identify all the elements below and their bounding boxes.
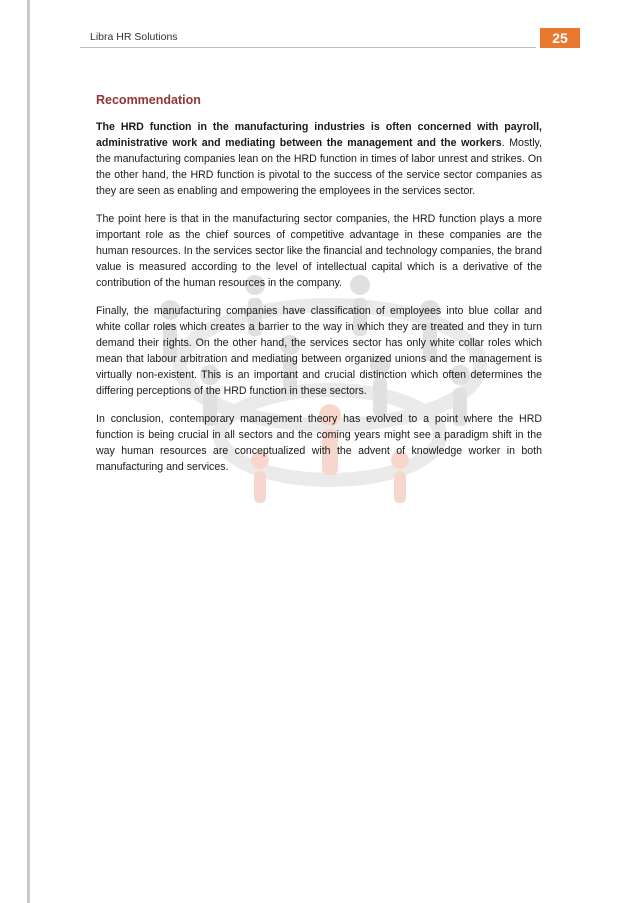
paragraph-3: Finally, the manufacturing companies have classification of employees into blue collar and white collar roles which creates a barrier to the way in which they are treated and they in turn demand their rights. On the other hand, the services sector has only white collar roles which mean that labour arbitration and mediating between organized unions and the management is virtually non-existent. This is an important and crucial distinction which often determines the differing perceptions of the HRD function in these sectors. bbox=[96, 305, 542, 397]
paragraph-1-lead: The HRD function in the manufacturing industries is often concerned with payroll, administrative work and mediating between the management and the workers bbox=[96, 121, 542, 149]
paragraph-1 bbox=[96, 119, 542, 199]
paragraph-2: The point here is that in the manufacturing sector companies, the HRD function plays a more important role as the chief sources of competitive advantage in these companies are the human resources. In the services sector like the financial and technology companies, the brand value is measured according to the level of intellectual capital which is a derivative of the contribution of the human resources in the company. bbox=[96, 213, 542, 289]
page-number-badge: 25 bbox=[540, 28, 580, 48]
paragraph-1-body: . Mostly, the manufacturing companies lean on the HRD function in times of labor unrest and strikes. On the other hand, the HRD function is pivotal to the success of the service sector companies as they are seen as enabling and empowering the employees in the services sector. bbox=[96, 137, 542, 197]
main-content bbox=[96, 93, 542, 487]
page-left-rule bbox=[27, 0, 30, 903]
section-heading: Recommendation bbox=[96, 93, 201, 107]
paragraph-4: In conclusion, contemporary management theory has evolved to a point where the HRD function is being crucial in all sectors and the coming years might see a paradigm shift in the way human resources are conceptualized with the advent of knowledge worker in both manufacturing and services. bbox=[96, 413, 542, 473]
header-title: Libra HR Solutions bbox=[90, 31, 178, 43]
header-rule bbox=[80, 47, 536, 48]
page-header bbox=[80, 26, 580, 48]
